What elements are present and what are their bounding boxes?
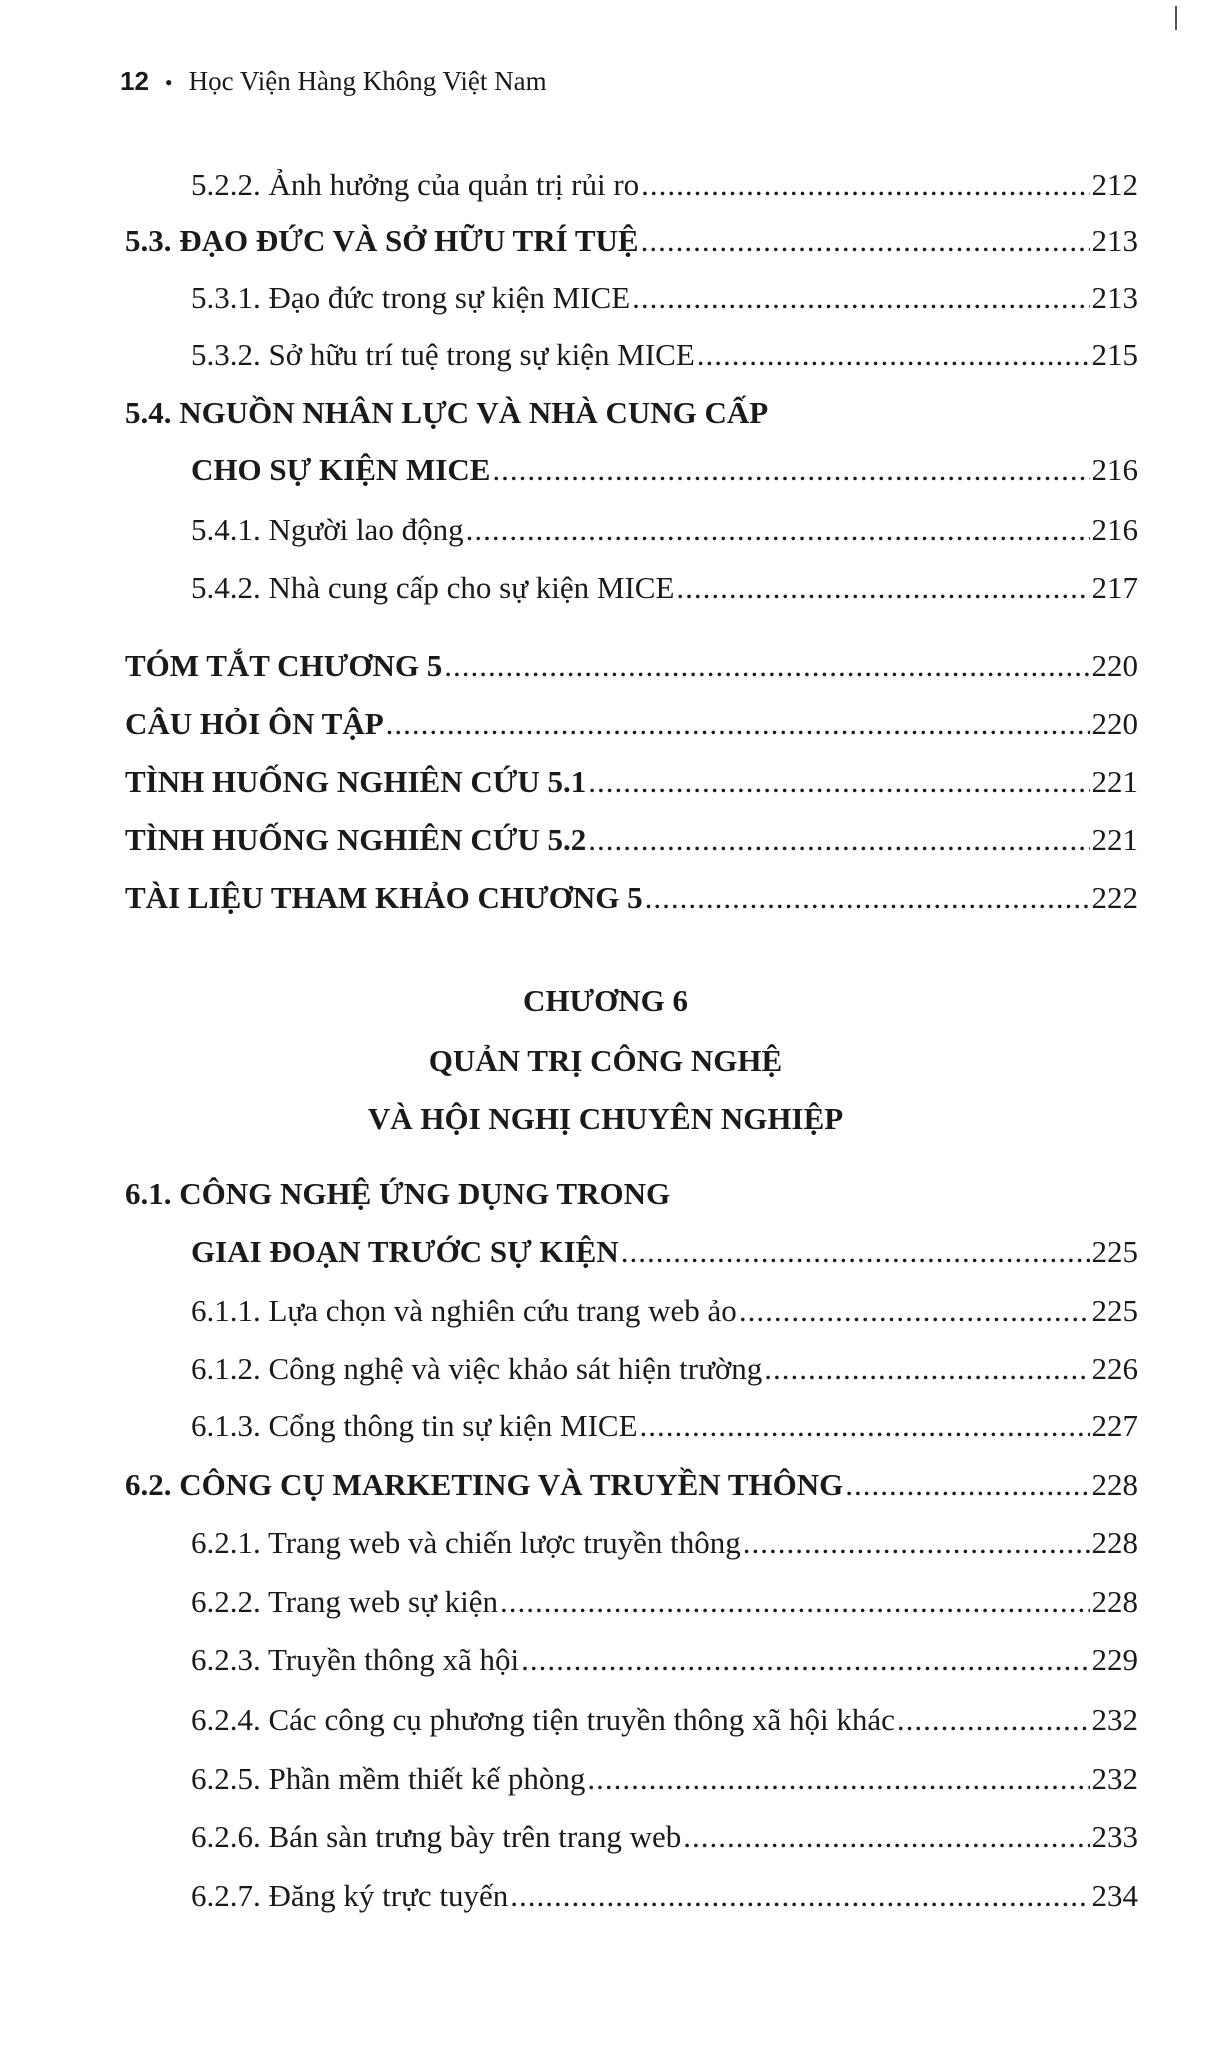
toc-entry[interactable]: CHO SỰ KIỆN MICE ..... 216	[191, 451, 1138, 488]
toc-entry[interactable]: 6.1.3. Cổng thông tin sự kiện MICE ..... 227	[191, 1407, 1138, 1444]
toc-entry[interactable]: 5.3. ĐẠO ĐỨC VÀ SỞ HỮU TRÍ TUỆ ..... 213	[125, 222, 1138, 259]
running-header	[120, 66, 547, 97]
header-bullet: •	[164, 70, 173, 95]
chapter-subtitle: VÀ HỘI NGHỊ CHUYÊN NGHIỆP	[367, 1101, 844, 1136]
publisher-name: Học Viện Hàng Không Việt Nam	[188, 66, 547, 96]
toc-entry[interactable]: 5.4.2. Nhà cung cấp cho sự kiện MICE ..... 217	[191, 569, 1138, 606]
toc-entry[interactable]: 5.3.1. Đạo đức trong sự kiện MICE ..... 213	[191, 279, 1138, 316]
toc-entry[interactable]: 6.2.1. Trang web và chiến lược truyền thông ..... 228	[191, 1524, 1138, 1561]
toc-entry[interactable]: 6.1.2. Công nghệ và việc khảo sát hiện trường ..... 226	[191, 1350, 1138, 1387]
toc-entry[interactable]: 5.3.2. Sở hữu trí tuệ trong sự kiện MICE ..... 215	[191, 336, 1138, 373]
toc-entry[interactable]: 5.2.2. Ảnh hưởng của quản trị rủi ro ..... 212	[191, 166, 1138, 203]
toc-entry[interactable]: 6.1.1. Lựa chọn và nghiên cứu trang web ảo ..... 225	[191, 1292, 1138, 1329]
toc-entry[interactable]: TÌNH HUỐNG NGHIÊN CỨU 5.2 ..... 221	[125, 821, 1138, 858]
toc-entry[interactable]: 6.2.3. Truyền thông xã hội ..... 229	[191, 1641, 1138, 1678]
toc-entry[interactable]: 6.2.5. Phần mềm thiết kế phòng ..... 232	[191, 1760, 1138, 1797]
chapter-title: CHƯƠNG 6	[522, 983, 689, 1018]
toc-entry[interactable]: 5.4. NGUỒN NHÂN LỰC VÀ NHÀ CUNG CẤP	[125, 395, 769, 430]
toc-entry[interactable]: TÌNH HUỐNG NGHIÊN CỨU 5.1 ..... 221	[125, 763, 1138, 800]
toc-entry[interactable]: TÓM TẮT CHƯƠNG 5 ..... 220	[125, 647, 1138, 684]
toc-entry[interactable]: 6.2.7. Đăng ký trực tuyến ..... 234	[191, 1877, 1138, 1914]
toc-entry[interactable]: 6.2.4. Các công cụ phương tiện truyền thông xã hội khác ..... 232	[191, 1701, 1138, 1738]
page-edge-mark	[1175, 6, 1177, 30]
chapter-subtitle: QUẢN TRỊ CÔNG NGHỆ	[428, 1043, 783, 1078]
toc-entry[interactable]: 6.2. CÔNG CỤ MARKETING VÀ TRUYỀN THÔNG ..... 228	[125, 1466, 1138, 1503]
toc-entry[interactable]: 6.2.2. Trang web sự kiện ..... 228	[191, 1583, 1138, 1620]
page-number: 12	[120, 66, 149, 96]
toc-entry[interactable]: GIAI ĐOẠN TRƯỚC SỰ KIỆN ..... 225	[191, 1233, 1138, 1270]
toc-entry[interactable]: 6.1. CÔNG NGHỆ ỨNG DỤNG TRONG	[125, 1176, 671, 1211]
toc-entry[interactable]: 5.4.1. Người lao động ..... 216	[191, 511, 1138, 548]
toc-entry[interactable]: TÀI LIỆU THAM KHẢO CHƯƠNG 5 ..... 222	[125, 879, 1138, 916]
toc-entry[interactable]: 6.2.6. Bán sàn trưng bày trên trang web ..... 233	[191, 1818, 1138, 1855]
toc-entry[interactable]: CÂU HỎI ÔN TẬP ..... 220	[125, 705, 1138, 742]
